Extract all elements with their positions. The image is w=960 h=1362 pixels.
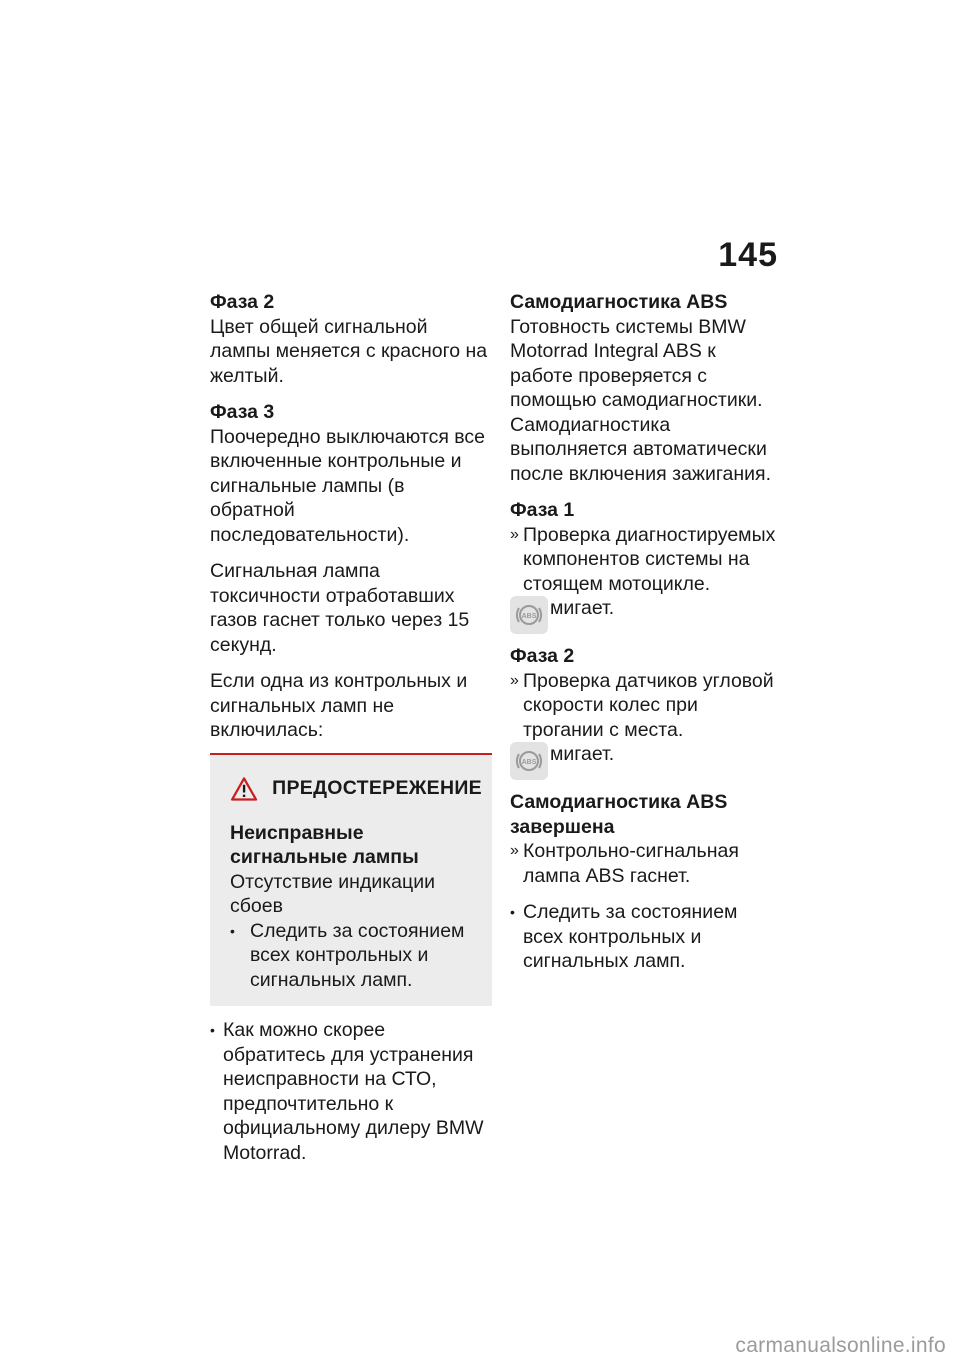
right-column	[510, 290, 782, 984]
abs-phase1-heading: Фаза 1	[510, 499, 575, 521]
abs-done-step	[510, 839, 782, 888]
warning-title: ПРЕДОСТЕРЕЖЕНИЕ	[272, 777, 482, 800]
bullet-mark: •	[210, 1022, 215, 1038]
abs-symbol-icon	[514, 600, 544, 630]
failure-intro: Если одна из контрольных и сигнальных ламп не включилась:	[210, 670, 468, 741]
abs-phase2-section	[510, 644, 782, 780]
abs-done-section	[510, 790, 782, 974]
warning-text: Отсутствие индикации сбоев	[230, 870, 435, 917]
abs-warning-light-icon	[510, 596, 548, 634]
dealer-bullet-text: Как можно скорее обратитесь для устранения неисправности на СТО, предпочтительно к официальному дилеру BMW Motorrad.	[223, 1019, 484, 1164]
dealer-bullet	[210, 1018, 492, 1165]
abs-done-heading: Самодиагностика ABS завершена	[510, 791, 728, 838]
abs-diag-section	[510, 290, 782, 486]
warning-triangle-icon	[230, 771, 258, 807]
phase3-heading: Фаза 3	[210, 401, 275, 423]
warning-box	[210, 755, 492, 1007]
toxicity-note: Сигнальная лампа токсичности отработавших газов гаснет только через 15 секунд.	[210, 560, 470, 656]
bullet-mark: •	[230, 922, 235, 939]
abs-warning-light-icon	[510, 742, 548, 780]
abs-monitor-bullet-text: Следить за состоянием всех контрольных и сигнальных ламп.	[523, 901, 738, 972]
abs-phase1-result	[510, 596, 782, 634]
svg-text:ABS: ABS	[521, 613, 537, 620]
abs-phase1-step	[510, 523, 782, 597]
abs-monitor-bullet	[510, 900, 782, 974]
step-mark: »	[510, 525, 519, 543]
bullet-mark: •	[510, 904, 515, 920]
phase3-text: Поочередно выключаются все включенные контрольные и сигнальные лампы (в обратной последовательности).	[210, 425, 486, 546]
abs-phase2-result	[510, 742, 782, 780]
abs-phase2-heading: Фаза 2	[510, 645, 575, 667]
left-column	[210, 290, 492, 1165]
step-mark: »	[510, 842, 519, 859]
phase2-text: Цвет общей сигнальной лампы меняется с красного на желтый.	[210, 315, 488, 387]
warning-header	[230, 771, 482, 807]
abs-phase2-step-text: Проверка датчиков угловой скорости колес при трогании с места.	[523, 669, 774, 741]
phase2-section	[210, 290, 492, 388]
abs-phase2-result-text: мигает.	[550, 743, 615, 765]
abs-phase1-step-text: Проверка диагностируемых компонентов системы на стоящем мотоцикле.	[523, 523, 776, 595]
abs-diag-text: Готовность системы BMW Motorrad Integral ABS к работе проверяется с помощью самодиагностики. Самодиагностика выполняется автоматически после включения зажигания.	[510, 315, 772, 485]
warning-bullet	[230, 919, 482, 993]
abs-done-step-text: Контрольно-сигнальная лампа ABS гаснет.	[523, 840, 739, 887]
warning-bullet-text: Следить за состоянием всех контрольных и сигнальных ламп.	[250, 919, 465, 991]
step-mark: »	[510, 671, 519, 689]
abs-phase1-section	[510, 498, 782, 634]
footer-watermark: carmanualsonline.info	[735, 1334, 946, 1357]
page-number: 145	[718, 236, 778, 274]
phase3-section	[210, 400, 492, 547]
svg-text:ABS: ABS	[521, 759, 537, 766]
abs-phase2-step	[510, 669, 782, 743]
abs-phase1-result-text: мигает.	[550, 597, 615, 619]
phase2-heading: Фаза 2	[210, 291, 275, 313]
abs-symbol-icon	[514, 746, 544, 776]
warning-subtitle: Неисправные сигнальные лампы	[230, 821, 419, 868]
abs-diag-heading: Самодиагностика ABS	[510, 291, 728, 313]
